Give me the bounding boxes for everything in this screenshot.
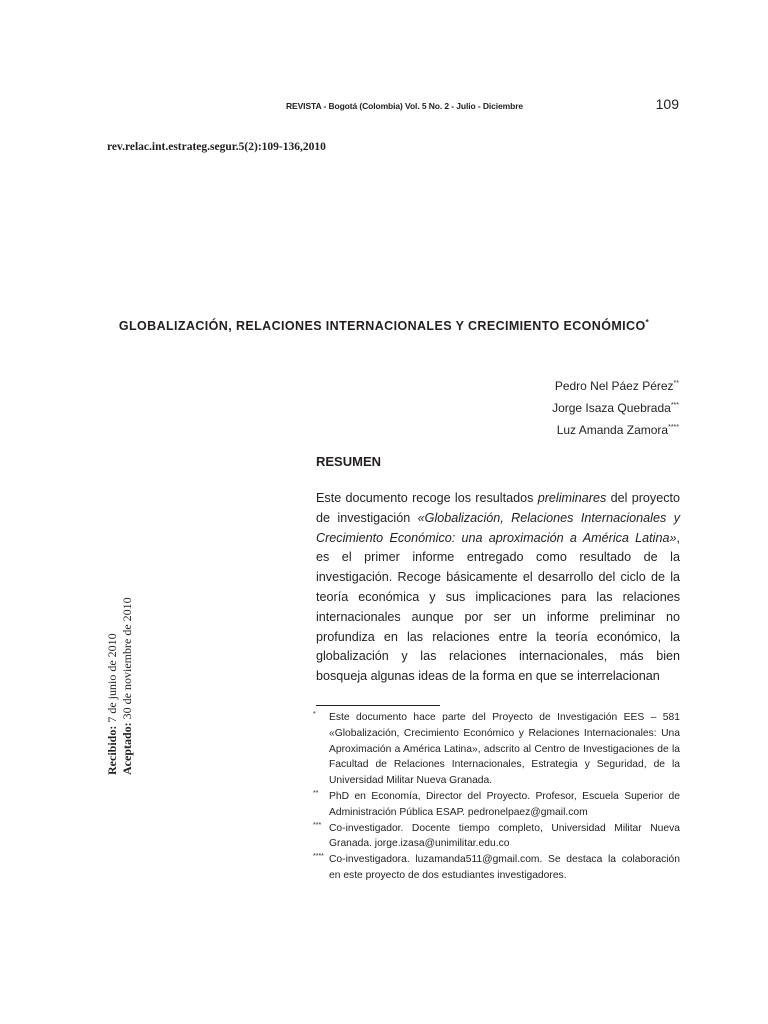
accepted-label: Aceptado: [120,722,134,775]
abstract-text: Este documento recoge los resultados [316,491,538,505]
author-list [552,374,679,440]
author-name: Jorge Isaza Quebrada [552,401,671,415]
footnote-text: Este documento hace parte del Proyecto de Investigación EES – 581 «Globalización, Crecimiento Económico y Relaciones Internacionales: Una Aproximación a América Latina», adscrito al Centro de Investigaciones de la Facultad de Relaciones Internacionales, Estrategia y Seguridad, de la Universidad Militar Nueva Granada. [329,712,680,787]
received-date [105,535,120,775]
footnote [313,710,680,789]
accepted-date [120,535,135,775]
footnote-mark: * [313,711,316,718]
accepted-value: 30 de noviembre de 2010 [120,597,134,720]
page-number: 109 [655,96,679,112]
abstract-heading: RESUMEN [316,454,382,469]
citation-line: rev.relac.int.estrateg.segur.5(2):109-136,2010 [107,141,326,153]
footnote [313,852,680,884]
footnote-mark: **** [313,853,324,861]
footnote-mark: ** [313,789,319,797]
abstract-text: , es el primer informe entregado como resultado de la investigación. Recoge básicamente el desarrollo del ciclo de la teoría económica y sus implicaciones para las relaciones internacionales aunque por ser un informe preliminar no profundiza en las relaciones entre la teoría económico, la globalización y las relaciones internacionales, más bien bosqueja algunas ideas de la forma en que se interrelacionan [316,530,680,684]
author-mark: *** [670,402,679,409]
author-name: Pedro Nel Páez Pérez [554,379,674,393]
author-item [552,418,679,440]
abstract-body [316,489,680,687]
footnote-mark: *** [313,821,322,829]
footnote [313,821,680,853]
footnote-text: Co-investigadora. luzamanda511@gmail.com. Se destaca la colaboración en este proyecto de dos estudiantes investigadores. [329,854,680,881]
author-item [552,396,679,418]
abstract-emphasis: preliminares [537,491,607,505]
article-title-text: GLOBALIZACIÓN, RELACIONES INTERNACIONALES Y CRECIMIENTO ECONÓMICO [118,319,646,334]
abstract-text: del proyecto de investigación [316,491,680,525]
footnote-text: Co-investigador. Docente tiempo completo, Universidad Militar Nueva Granada. jorge.izasa@unimilitar.edu.co [329,822,680,850]
author-mark: ** [673,380,679,387]
article-title [0,318,768,333]
footnote-text: PhD en Economía, Director del Proyecto. Profesor, Escuela Superior de Administración Pública ESAP. pedronelpaez@gmail.com [329,790,680,818]
title-footnote-mark: * [645,318,650,327]
submission-dates [105,535,135,775]
footnotes [313,710,680,884]
running-head: REVISTA - Bogotá (Colombia) Vol. 5 No. 2 - Julio - Diciembre [286,101,524,111]
received-value: 7 de junio de 2010 [105,633,119,723]
received-label: Recibido: [105,725,119,775]
author-name: Luz Amanda Zamora [556,423,669,437]
author-mark: **** [668,424,679,431]
footnote [313,789,680,821]
footnote-rule [316,705,440,706]
author-item [552,374,679,396]
project-title-italic: «Globalización, Relaciones Internacionales y Crecimiento Económico: una aproximación a América Latina» [316,510,680,545]
